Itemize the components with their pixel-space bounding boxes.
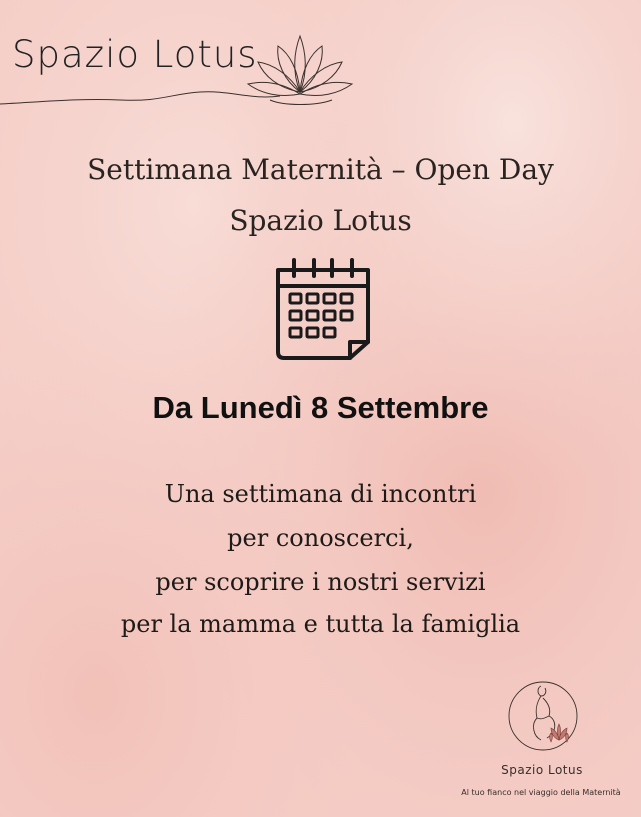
description-line-3: per scoprire i nostri servizi <box>155 568 486 596</box>
headline-line-2: Spazio Lotus <box>229 204 412 237</box>
brand-title: Spazio Lotus <box>12 33 258 76</box>
footer-brand-name: Spazio Lotus <box>501 763 583 777</box>
date-heading: Da Lunedì 8 Settembre <box>152 390 489 425</box>
description-line-1: Una settimana di incontri <box>164 480 477 508</box>
calendar-icon <box>274 256 372 362</box>
description-line-4: per la mamma e tutta la famiglia <box>120 610 521 638</box>
decorative-wave-line <box>0 80 360 120</box>
description-line-2: per conoscerci, <box>227 524 414 552</box>
pregnant-woman-lotus-icon <box>501 678 585 756</box>
headline-line-1: Settimana Maternità – Open Day <box>87 153 554 186</box>
footer-tagline: Al tuo fianco nel viaggio della Maternità <box>461 788 621 797</box>
